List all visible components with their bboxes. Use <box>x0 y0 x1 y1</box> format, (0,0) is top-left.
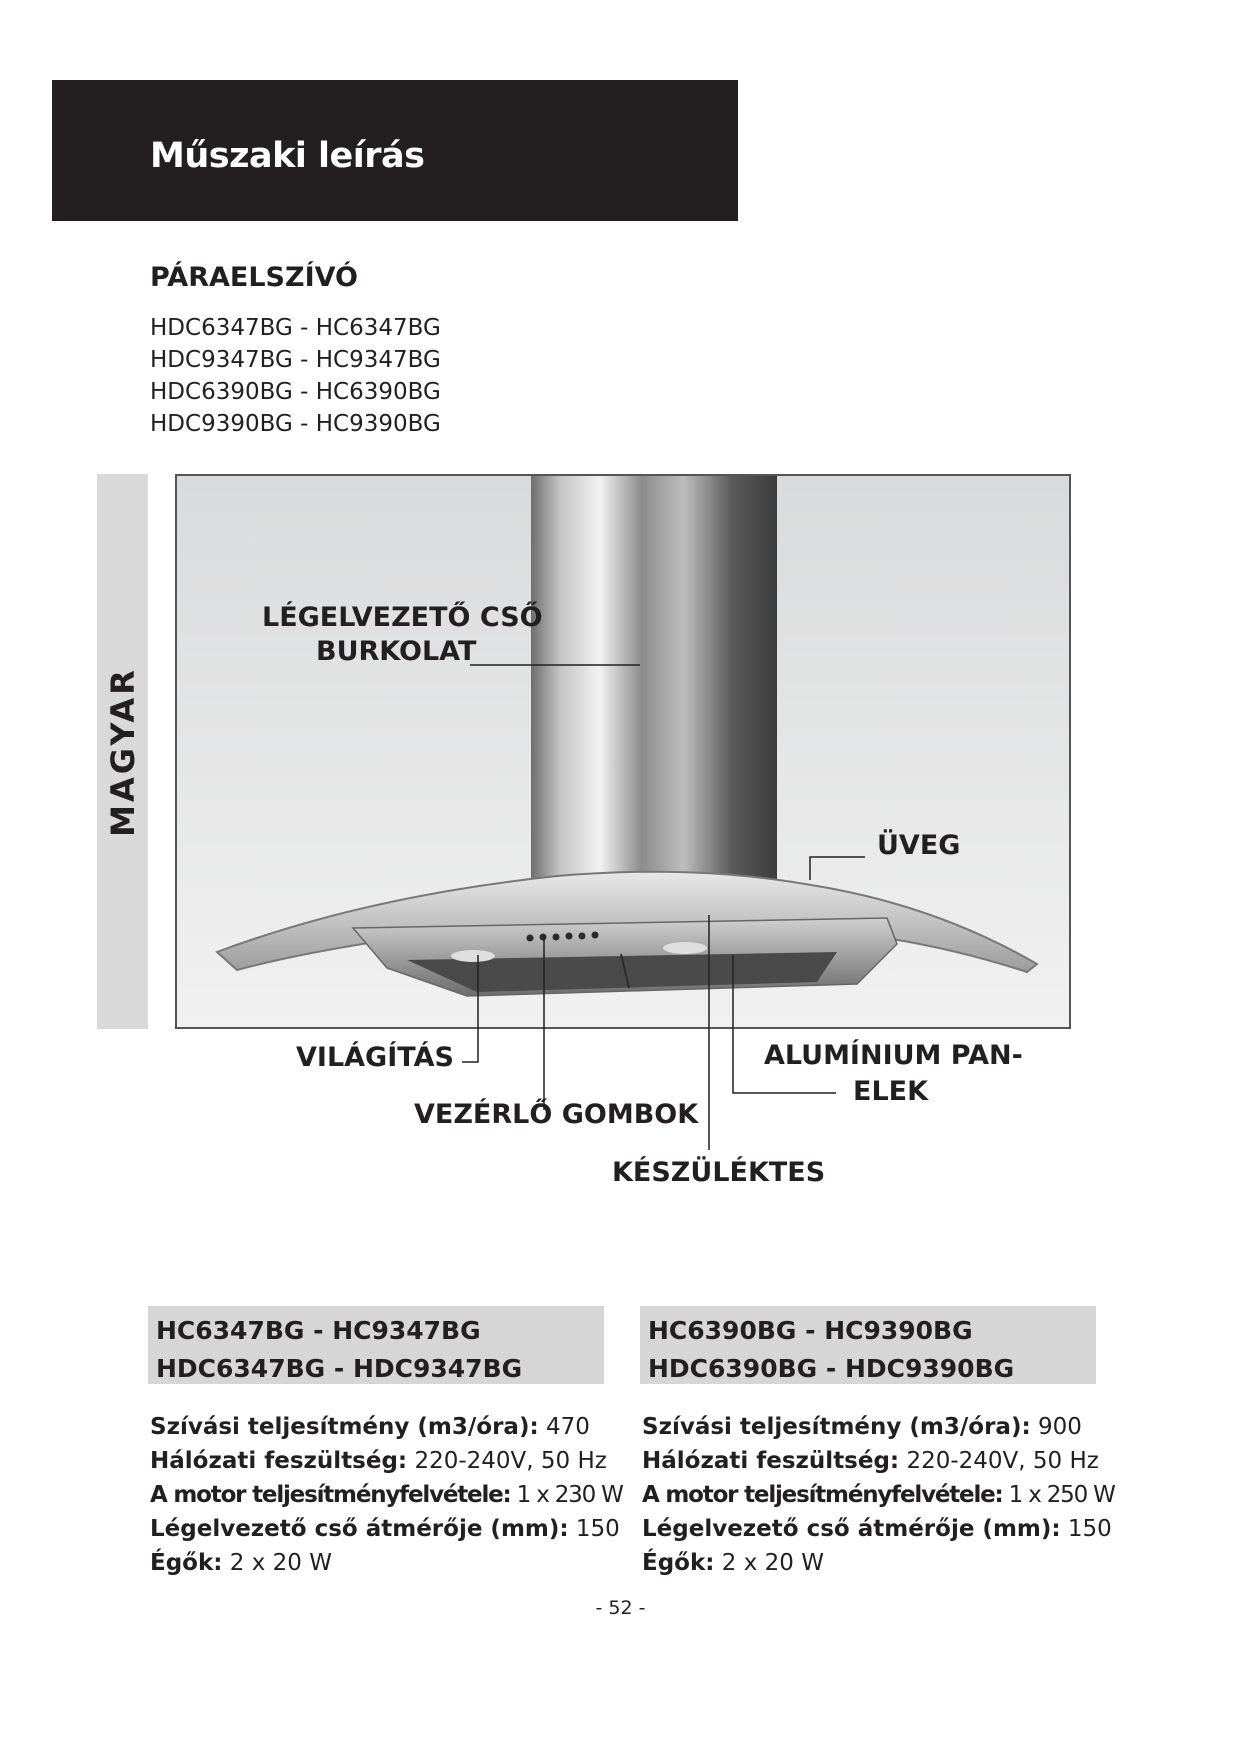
model-item: HDC6347BG - HC6347BG <box>150 315 441 341</box>
spec-header-right <box>640 1306 1096 1384</box>
appliance-body-label: KÉSZÜLÉKTES <box>612 1157 826 1188</box>
spec-row: A motor teljesítményfelvétele: 1 x 250 W <box>642 1482 1115 1508</box>
page-number: - 52 - <box>595 1597 646 1619</box>
aluminium-panel-label-line2: ELEK <box>853 1076 929 1107</box>
spec-row: Légelvezető cső átmérője (mm): 150 <box>150 1516 620 1542</box>
spec-title: HC6390BG - HC9390BG <box>648 1316 973 1345</box>
controls-label: VEZÉRLŐ GOMBOK <box>414 1099 699 1130</box>
spec-title: HDC6347BG - HDC9347BG <box>156 1354 523 1383</box>
spec-title: HDC6390BG - HDC9390BG <box>648 1354 1015 1383</box>
spec-list-left <box>150 1410 623 1580</box>
spec-header-left <box>148 1306 604 1384</box>
spec-row: A motor teljesítményfelvétele: 1 x 230 W <box>150 1482 623 1508</box>
spec-row: Légelvezető cső átmérője (mm): 150 <box>642 1516 1112 1542</box>
spec-title: HC6347BG - HC9347BG <box>156 1316 481 1345</box>
spec-row: Szívási teljesítmény (m3/óra): 900 <box>642 1414 1082 1440</box>
product-heading: PÁRAELSZÍVÓ <box>150 262 358 293</box>
aluminium-panel-label-line1: ALUMÍNIUM PAN- <box>764 1040 1023 1071</box>
spec-list-right <box>642 1410 1115 1580</box>
model-item: HDC9390BG - HC9390BG <box>150 411 441 437</box>
lighting-label: VILÁGÍTÁS <box>296 1042 454 1073</box>
language-label: MAGYAR <box>103 666 142 837</box>
duct-cover-label-line2: BURKOLAT <box>316 636 477 667</box>
spec-row: Szívási teljesítmény (m3/óra): 470 <box>150 1414 590 1440</box>
page-title: Műszaki leírás <box>150 136 425 176</box>
spec-row: Hálózati feszültség: 220-240V, 50 Hz <box>150 1448 607 1474</box>
glass-label: ÜVEG <box>877 830 961 861</box>
model-item: HDC6390BG - HC6390BG <box>150 379 441 405</box>
spec-row: Égők: 2 x 20 W <box>642 1550 824 1576</box>
spec-row: Hálózati feszültség: 220-240V, 50 Hz <box>642 1448 1099 1474</box>
model-item: HDC9347BG - HC9347BG <box>150 347 441 373</box>
duct-cover-label-line1: LÉGELVEZETŐ CSŐ <box>262 602 543 633</box>
spec-row: Égők: 2 x 20 W <box>150 1550 332 1576</box>
